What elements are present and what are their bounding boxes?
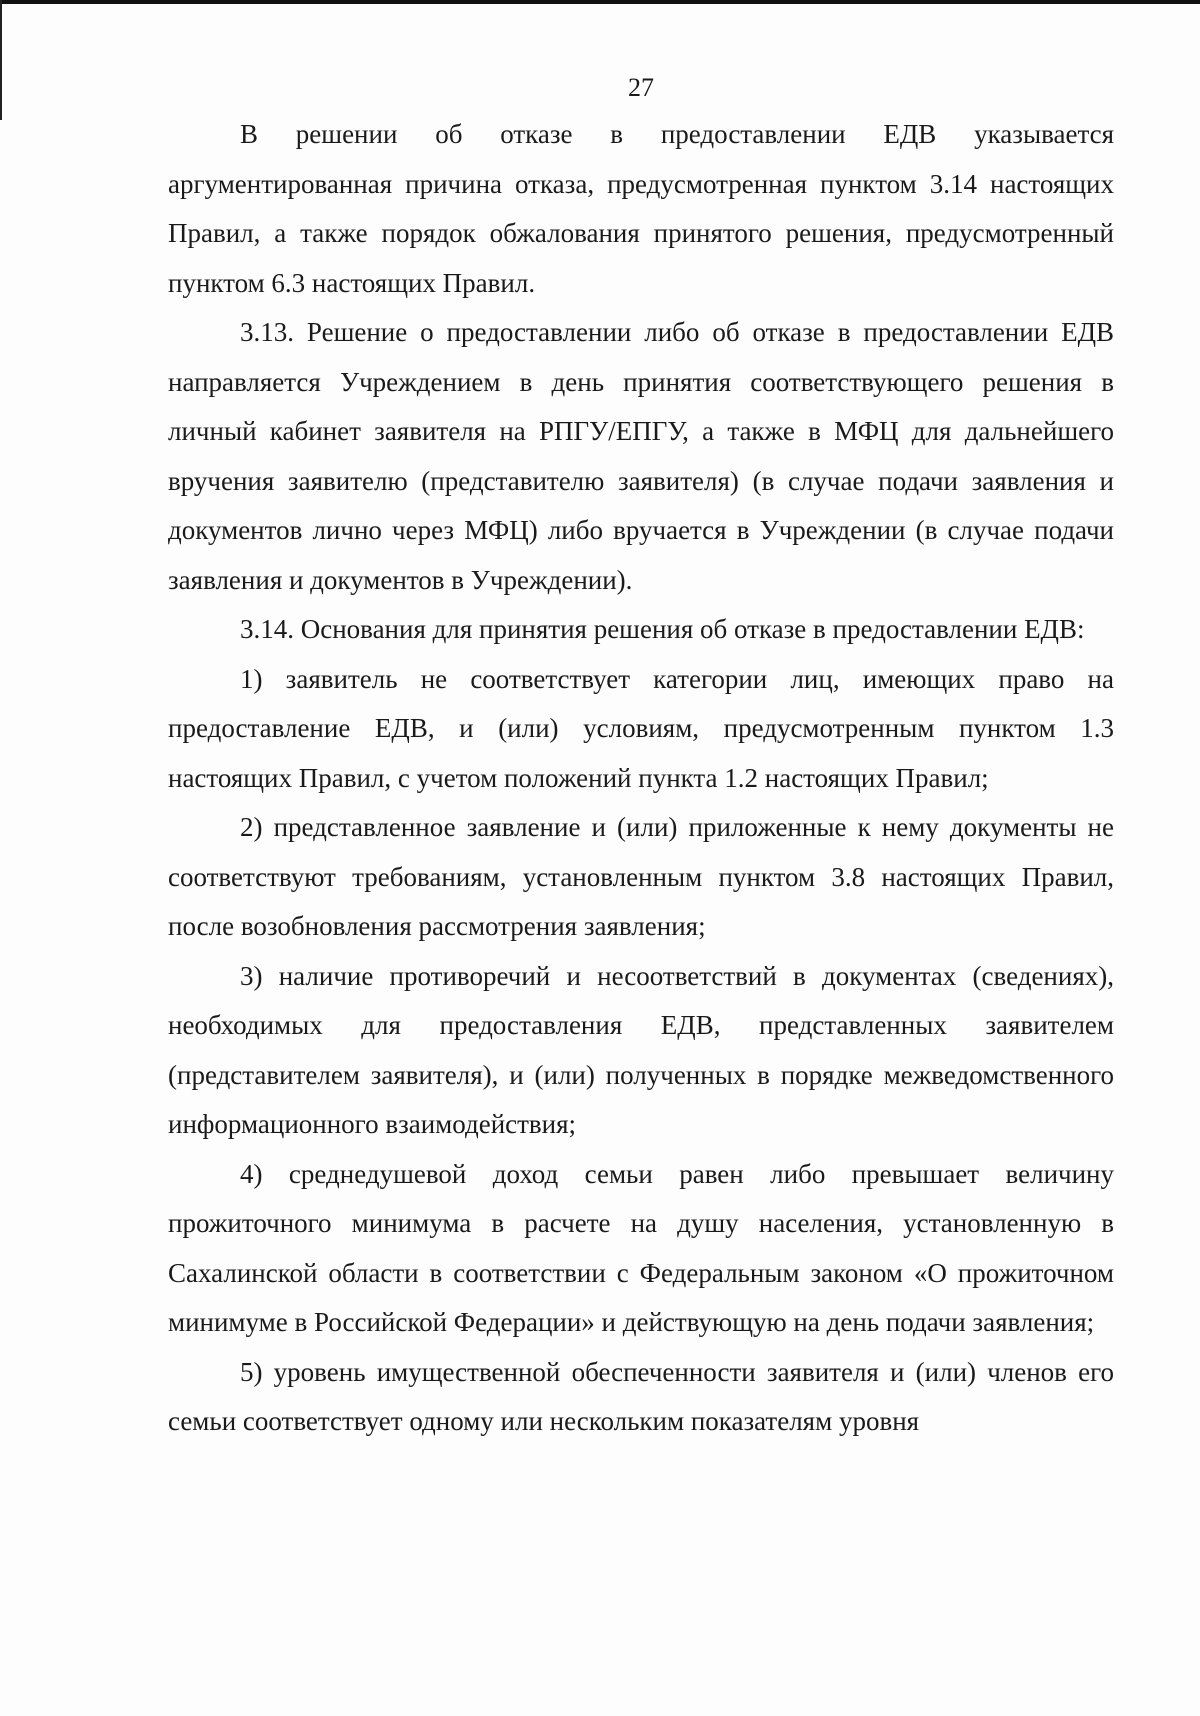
page-number: 27 [628,73,654,102]
list-item-2: 2) представленное заявление и (или) приложенные к нему документы не соответствуют требованиям, установленным пунктом 3.8 настоящих Правил, после возобновления рассмотрения заявления; [168,812,1114,941]
scan-top-border [0,0,1200,4]
list-item-3: 3) наличие противоречий и несоответствий в документах (сведениях), необходимых для предоставления ЕДВ, представленных заявителем (представителем заявителя), и (или) полученных в порядке межведомственного информационного взаимодействия; [168,960,1114,1139]
paragraph-refusal-reason: В решении об отказе в предоставлении ЕДВ указывается аргументированная причина отказа, предусмотренная пунктом 3.14 настоящих Правил, а также порядок обжалования принятого решения, предусмотренный пунктом 6.3 настоящих Правил. [168,119,1114,298]
document-body [168,110,1114,1447]
paragraph-3-14: 3.14. Основания для принятия решения об отказе в предоставлении ЕДВ: [240,614,1085,644]
list-item-5: 5) уровень имущественной обеспеченности заявителя и (или) членов его семьи соответствует одному или нескольким показателям уровня [168,1356,1114,1436]
list-item-1: 1) заявитель не соответствует категории лиц, имеющих право на предоставление ЕДВ, и (или) условиям, предусмотренным пунктом 1.3 настоящих Правил, с учетом положений пункта 1.2 настоящих Правил; [168,663,1114,793]
list-item-4: 4) среднедушевой доход семьи равен либо превышает величину прожиточного минимума в расчете на душу населения, установленную в Сахалинской области в соответствии с Федеральным законом «О прожиточном минимуме в Российской Федерации» и действующую на день подачи заявления; [168,1158,1114,1337]
paragraph-3-13: 3.13. Решение о предоставлении либо об отказе в предоставлении ЕДВ направляется Учреждением в день принятия соответствующего решения в личный кабинет заявителя на РПГУ/ЕПГУ, а также в МФЦ для дальнейшего вручения заявителю (представителю заявителя) (в случае подачи заявления и документов лично через МФЦ) либо вручается в Учреждении (в случае подачи заявления и документов в Учреждении). [168,317,1114,595]
